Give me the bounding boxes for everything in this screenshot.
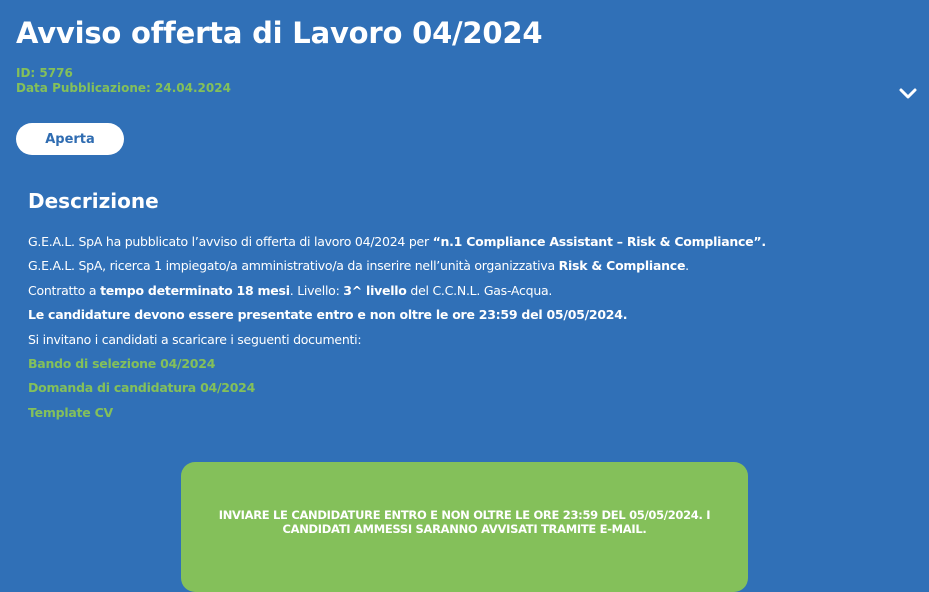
description-line-deadline: Le candidature devono essere presentate entro e non oltre le ore 23:59 del 05/05/2024. [28, 307, 628, 323]
deadline-notice-text: INVIARE LE CANDIDATURE ENTRO E NON OLTRE LE ORE 23:59 DEL 05/05/2024. I CANDIDATI AMMESSI SARANNO AVVISATI TRAMITE E-MAIL. [218, 508, 711, 536]
description-line-contract: Contratto a tempo determinato 18 mesi. Livello: 3^ livello del C.C.N.L. Gas-Acqua. [28, 282, 553, 298]
description-line-documents: Si invitano i candidati a scaricare i seguenti documenti: [28, 331, 362, 347]
publication-date: Data Pubblicazione: 24.04.2024 [16, 81, 231, 95]
deadline-notice-box [181, 462, 748, 592]
link-bando-selezione[interactable]: Bando di selezione 04/2024 [28, 356, 216, 372]
link-domanda-candidatura[interactable]: Domanda di candidatura 04/2024 [28, 380, 256, 396]
description-line-offer: G.E.A.L. SpA ha pubblicato l’avviso di offerta di lavoro 04/2024 per “n.1 Compliance Assistant – Risk & Compliance”. [28, 234, 766, 249]
offer-id: ID: 5776 [16, 66, 73, 80]
page-title: Avviso offerta di Lavoro 04/2024 [16, 16, 543, 50]
link-template-cv[interactable]: Template CV [28, 404, 113, 420]
status-badge-button[interactable]: Aperta [16, 123, 124, 155]
description-title: Descrizione [28, 189, 159, 213]
description-body [28, 230, 908, 425]
offer-meta [16, 66, 231, 96]
chevron-down-icon[interactable] [896, 84, 920, 104]
description-line-unit: G.E.A.L. SpA, ricerca 1 impiegato/a amministrativo/a da inserire nell’unità organizzativa Risk & Compliance. [28, 258, 689, 274]
